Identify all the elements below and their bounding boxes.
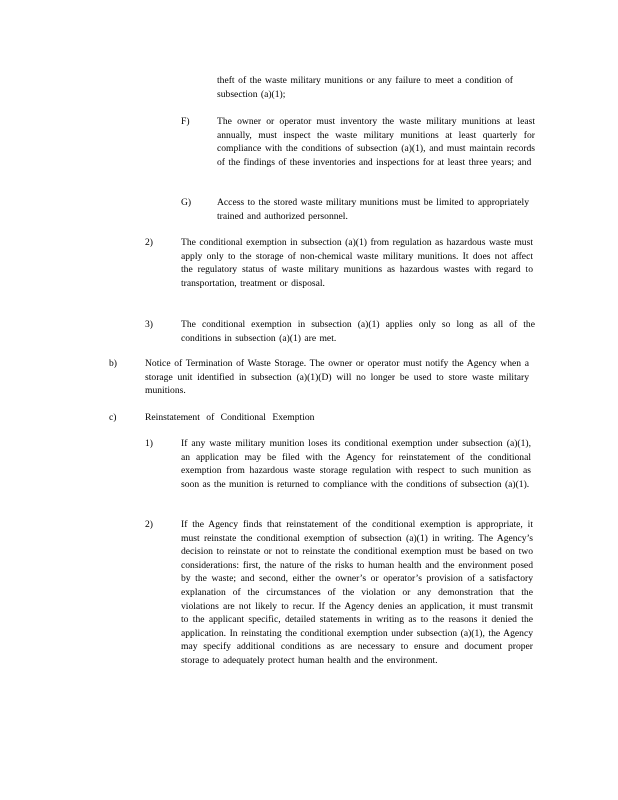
item-f-label: F): [181, 116, 190, 127]
item-f-paragraph: [217, 115, 535, 169]
section-c-label: c): [109, 412, 117, 423]
item-3-paragraph: [181, 318, 535, 345]
c-item-1-paragraph: [181, 437, 531, 491]
section-b-paragraph: [145, 357, 529, 398]
item-2-label: 2): [145, 237, 153, 248]
item-2-paragraph: [181, 236, 533, 290]
paragraph-text: The conditional exemption in subsection (a)(1) from regulation as hazardous waste must apply only to the storage of non-chemical waste military munitions. It does not affect the regulatory status of waste military munitions as hazardous wastes with regard to transportation, treatment or disposal.: [181, 237, 533, 289]
paragraph-text: The conditional exemption in subsection (a)(1) applies only so long as all of the conditions in subsection (a)(1) are met.: [181, 319, 535, 344]
c-item-1-label: 1): [145, 438, 153, 449]
section-c-heading: Reinstatement of Conditional Exemption: [145, 412, 315, 423]
paragraph-text: Access to the stored waste military munitions must be limited to appropriately trained and authorized personnel.: [217, 197, 529, 222]
item-g-paragraph: [217, 196, 529, 223]
paragraph-text: If the Agency finds that reinstatement of the conditional exemption is appropriate, it must reinstate the conditional exemption of subsection (a)(1) in writing. The Agency’s decision to reinstate or not to reinstate the conditional exemption must be based on two considerations: first, the nature of the risks to human health and the environment posed by the waste; and second, either the owner’s or operator’s provision of a satisfactory explanation of the circumstances of the violation or any demonstration that the violations are not likely to recur. If the Agency denies an application, it must transmit to the applicant specific, detailed statements in writing as to the reasons it denied the application. In reinstating the conditional exemption under subsection (a)(1), the Agency may specify additional conditions as are necessary to ensure and document proper storage to adequately protect human health and the environment.: [181, 519, 533, 666]
paragraph-text: The owner or operator must inventory the waste military munitions at least annually, must inspect the waste military munitions at least quarterly for compliance with the conditions of subsection (a)(1), and must maintain records of the findings of these inventories and inspections for at least three years; and: [217, 116, 535, 168]
section-b-label: b): [109, 358, 117, 369]
item-3-label: 3): [145, 319, 153, 330]
paragraph-text: Notice of Termination of Waste Storage. The owner or operator must notify the Agency when a storage unit identified in subsection (a)(1)(D) will no longer be used to store waste military munitions.: [145, 358, 529, 397]
paragraph-text: theft of the waste military munitions or any failure to meet a condition of subsection (a)(1);: [217, 75, 513, 100]
c-item-2-paragraph: [181, 518, 533, 668]
paragraph-text: If any waste military munition loses its conditional exemption under subsection (a)(1), an application may be filed with the Agency for reinstatement of the conditional exemption from hazardous waste storage regulation with respect to such munition as soon as the munition is returned to compliance with the conditions of subsection (a)(1).: [181, 438, 531, 490]
c-item-2-label: 2): [145, 519, 153, 530]
continuation-paragraph: [217, 74, 513, 101]
item-g-label: G): [181, 197, 192, 208]
